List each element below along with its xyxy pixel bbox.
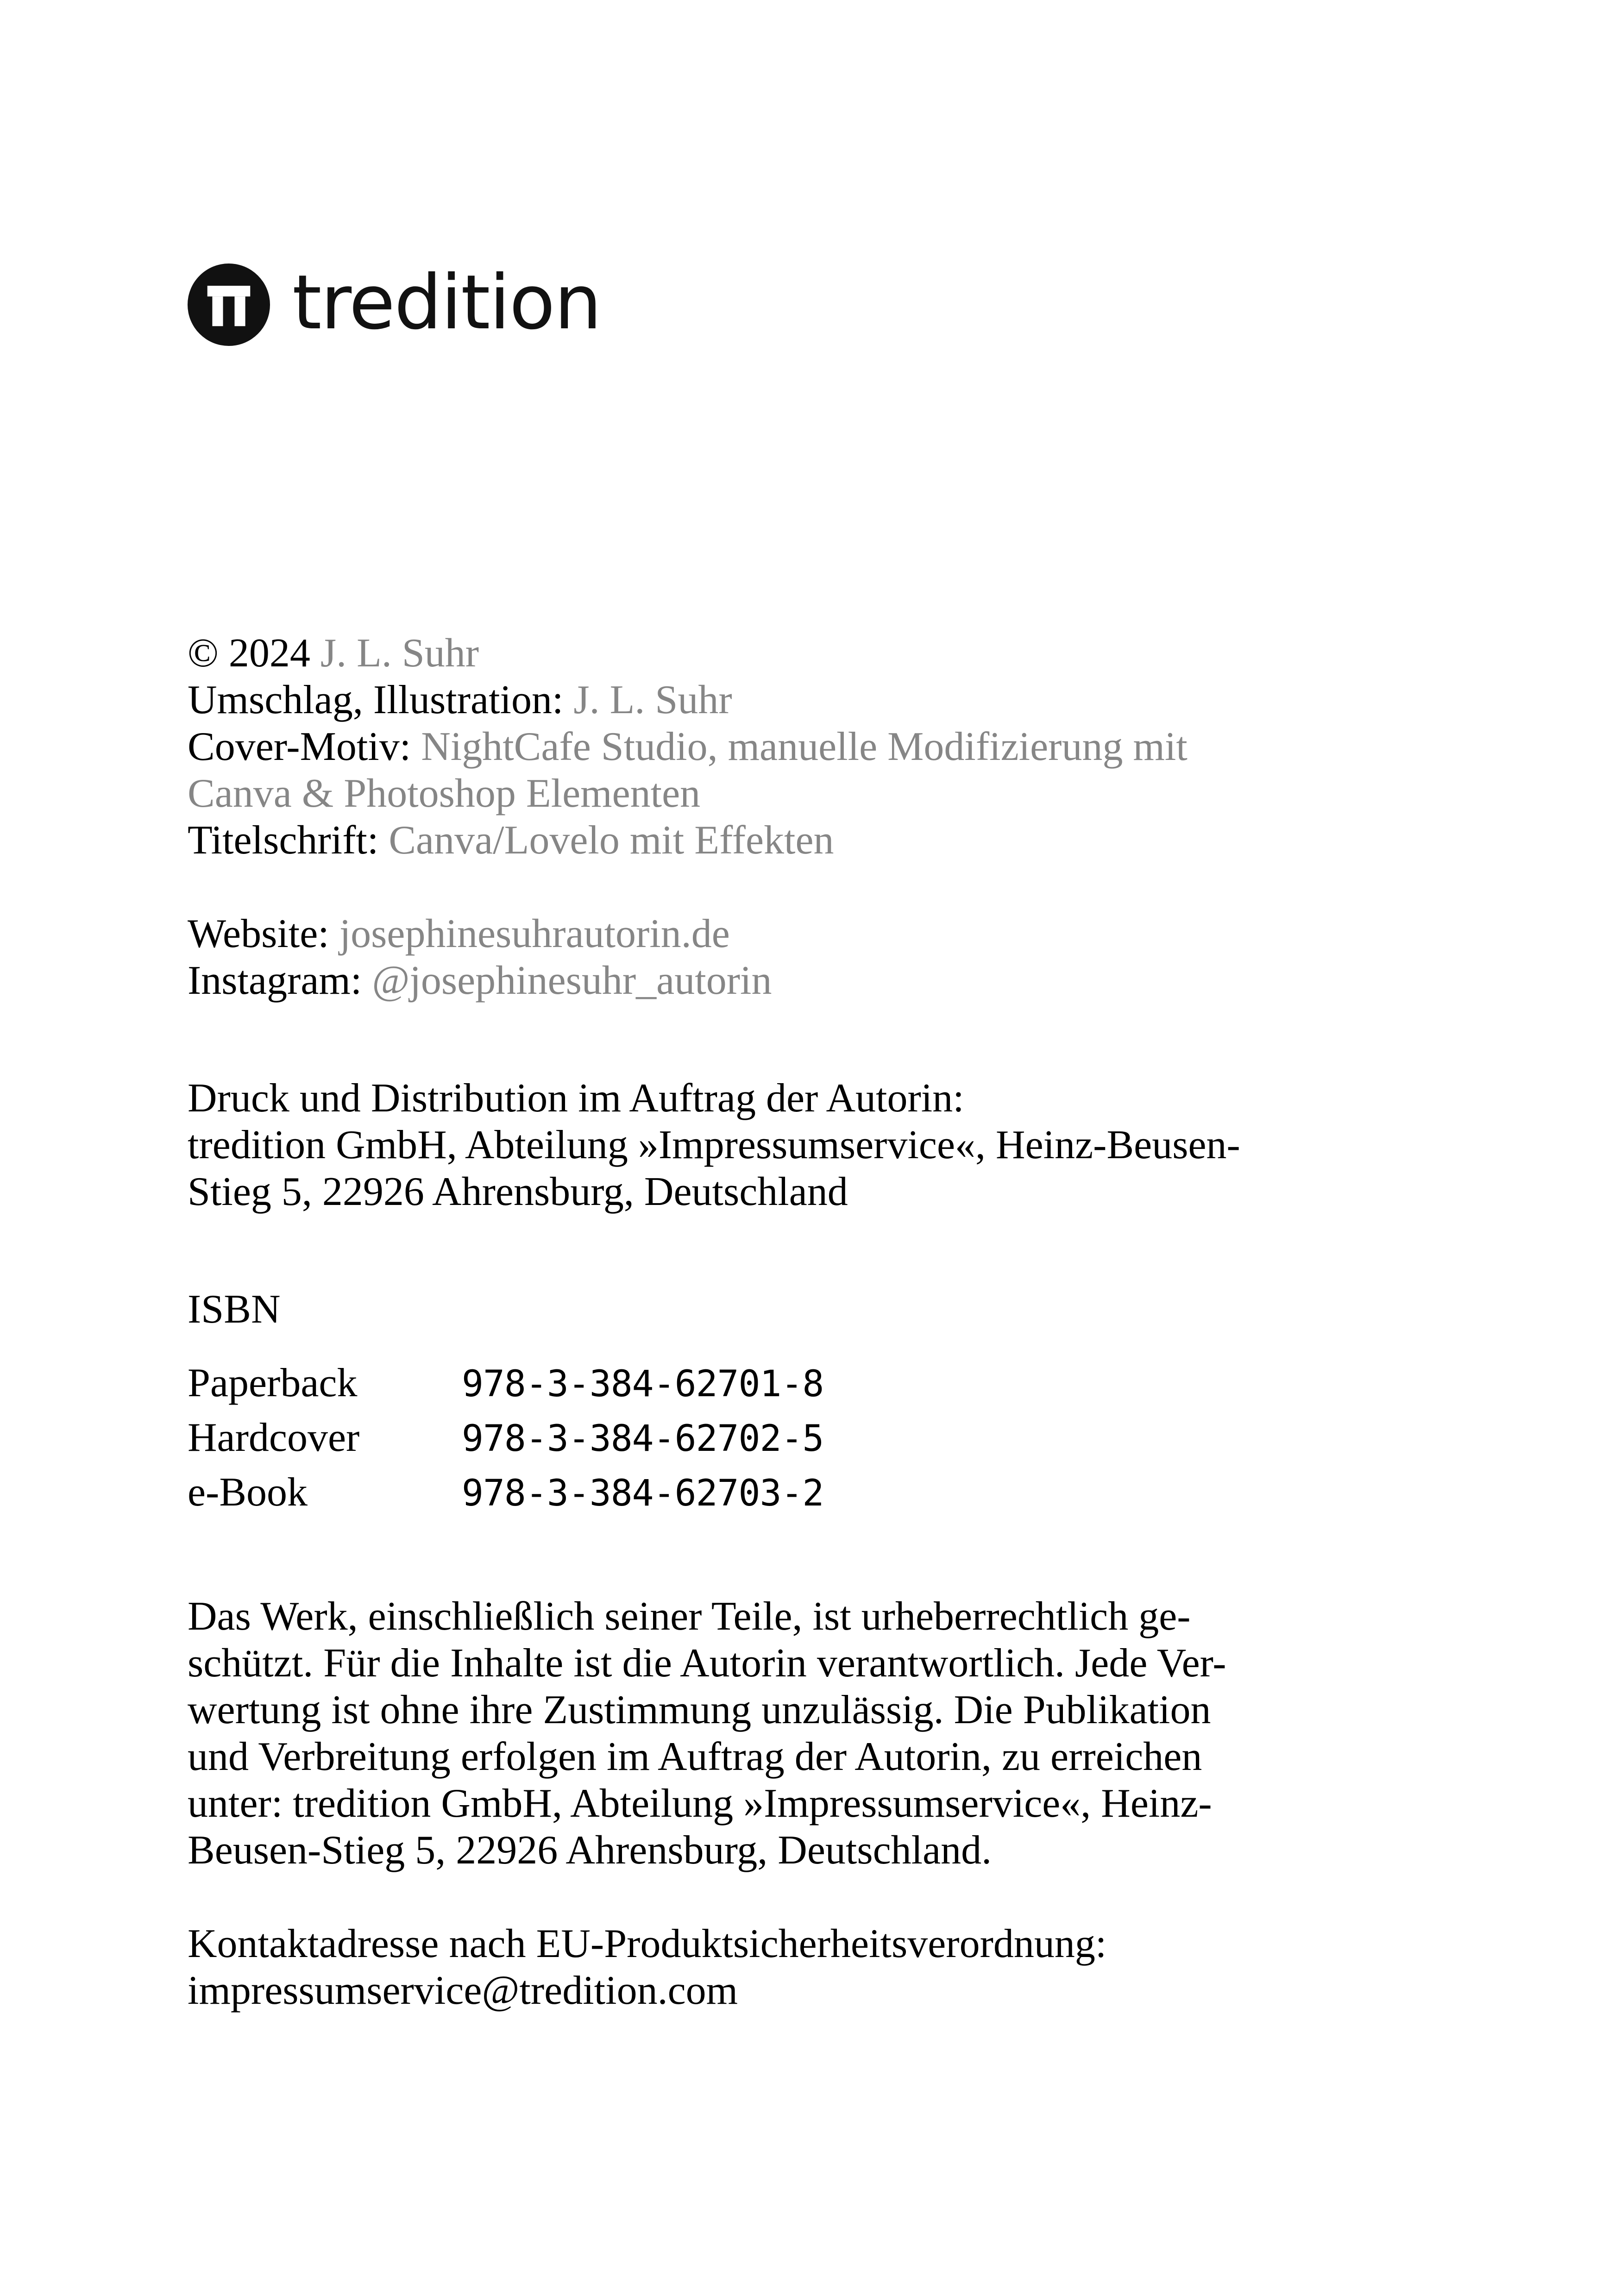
distribution-line-2: tredition GmbH, Abteilung »Impressumservice«, Heinz-Beusen- — [188, 1123, 1240, 1167]
cover-motif-line — [188, 723, 1438, 770]
website-link[interactable]: josephinesuhrautorin.de — [339, 911, 730, 956]
isbn-format: Hardcover — [188, 1415, 360, 1460]
isbn-number: 978-3-384-62703-2 — [462, 1473, 824, 1514]
isbn-format: e-Book — [188, 1470, 308, 1515]
title-font-label: Titelschrift: — [188, 818, 379, 863]
spacer — [188, 1874, 1438, 1920]
imprint-text — [188, 630, 1438, 2014]
spacer — [188, 1333, 1438, 1360]
isbn-heading: ISBN — [188, 1287, 281, 1332]
cover-name: J. L. Suhr — [573, 678, 732, 722]
website-line — [188, 910, 1438, 957]
spacer — [188, 864, 1438, 910]
cover-illustration-line — [188, 677, 1438, 723]
contact-heading: Kontaktadresse nach EU-Produktsicherheitsverordnung: — [188, 1921, 1107, 1966]
contact-email[interactable]: impressumservice@tredition.com — [188, 1968, 738, 2013]
instagram-label: Instagram: — [188, 958, 362, 1003]
copyright-line — [188, 630, 1438, 677]
legal-line: Beusen-Stieg 5, 22926 Ahrensburg, Deutschland. — [188, 1828, 992, 1873]
cover-label: Umschlag, Illustration: — [188, 678, 564, 722]
spacer — [188, 1004, 1438, 1075]
copyright-name: J. L. Suhr — [320, 631, 479, 676]
legal-line: Das Werk, einschließlich seiner Teile, ist urheberrechtlich ge- — [188, 1594, 1191, 1639]
isbn-number: 978-3-384-62702-5 — [462, 1418, 824, 1460]
isbn-table — [188, 1360, 1438, 1524]
isbn-row — [188, 1469, 1438, 1524]
copyright-label: © 2024 — [188, 631, 310, 676]
motif-label: Cover-Motiv: — [188, 724, 411, 769]
distribution-line-1: Druck und Distribution im Auftrag der Autorin: — [188, 1076, 964, 1121]
publisher-logo — [188, 259, 601, 346]
logo-wordmark: tredition — [292, 259, 601, 346]
isbn-row — [188, 1414, 1438, 1469]
distribution-line-3: Stieg 5, 22926 Ahrensburg, Deutschland — [188, 1169, 848, 1214]
legal-notice — [188, 1593, 1438, 1874]
title-font-line — [188, 817, 1438, 864]
legal-line: unter: tredition GmbH, Abteilung »Impressumservice«, Heinz- — [188, 1781, 1212, 1826]
title-font-value: Canva/Lovelo mit Effekten — [389, 818, 834, 863]
instagram-handle[interactable]: @josephinesuhr_autorin — [372, 958, 772, 1003]
spacer — [188, 1215, 1438, 1286]
legal-line: und Verbreitung erfolgen im Auftrag der Autorin, zu erreichen — [188, 1734, 1202, 1779]
website-label: Website: — [188, 911, 329, 956]
cover-motif-line-2: Canva & Photoshop Elementen — [188, 771, 701, 816]
tredition-logo-icon — [188, 263, 270, 346]
isbn-format: Paperback — [188, 1361, 358, 1405]
spacer — [188, 1524, 1438, 1593]
instagram-line — [188, 957, 1438, 1004]
isbn-number: 978-3-384-62701-8 — [462, 1363, 824, 1405]
legal-line: schützt. Für die Inhalte ist die Autorin verantwortlich. Jede Ver- — [188, 1641, 1226, 1686]
isbn-row — [188, 1360, 1438, 1414]
motif-value: NightCafe Studio, manuelle Modifizierung mit — [421, 724, 1187, 769]
legal-line: wertung ist ohne ihre Zustimmung unzulässig. Die Publikation — [188, 1687, 1211, 1732]
